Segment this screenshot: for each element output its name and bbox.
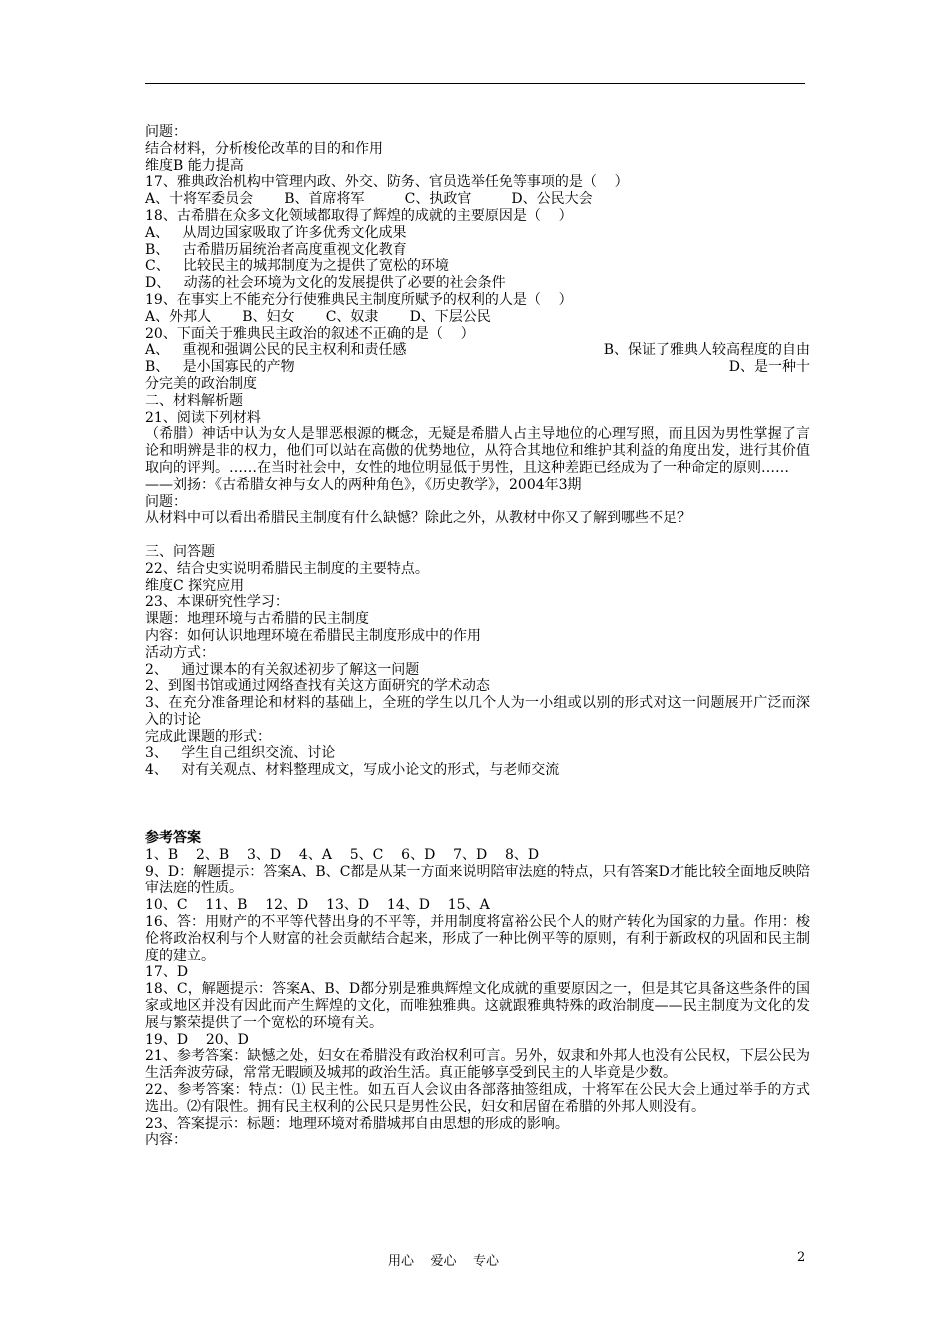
answers-19-20: 19、D 20、D — [145, 1031, 249, 1048]
question-21: 21、阅读下列材料 — [145, 409, 261, 426]
question-18-option-a: A、 从周边国家吸取了许多优秀文化成果 — [145, 224, 407, 241]
research-topic: 课题：地理环境与古希腊的民主制度 — [145, 611, 369, 628]
activity-item-1: 2、 通过课本的有关叙述初步了解这一问题 — [145, 661, 420, 678]
question-20: 20、下面关于雅典民主政治的叙述不正确的是（ ） — [145, 325, 475, 342]
answers-heading: 参考答案 — [145, 830, 201, 847]
question-20-options-row-1 — [145, 342, 810, 359]
answers-10-15: 10、C 11、B 12、D 13、D 14、D 15、A — [145, 897, 490, 914]
page-number: 2 — [797, 1250, 806, 1265]
question-18-option-d: D、 动荡的社会环境为文化的发展提供了必要的社会条件 — [145, 275, 506, 292]
research-content: 内容：如何认识地理环境在希腊民主制度形成中的作用 — [145, 627, 481, 644]
question-label-2: 问题： — [145, 493, 187, 510]
answer-16: 16、答：用财产的不平等代替出身的不平等，并用制度将富裕公民个人的财产转化为国家的力量。作用：梭伦将政治权利与个人财富的社会贡献结合起来，形成了一种比例平等的原则，有利于新政权的巩固和民主制度的建立。 — [145, 914, 810, 964]
question-23: 23、本课研究性学习： — [145, 594, 289, 611]
completion-label: 完成此课题的形式： — [145, 728, 271, 745]
answer-23: 23、答案提示：标题：地理环境对希腊城邦自由思想的形成的影响。 — [145, 1115, 569, 1132]
activity-item-2: 2、到图书馆或通过网络查找有关这方面研究的学术动态 — [145, 678, 490, 695]
question-21-text: 从材料中可以看出希腊民主制度有什么缺憾？除此之外，从教材中你又了解到哪些不足？ — [145, 510, 691, 527]
material-passage: （希腊）神话中认为女人是罪恶根源的概念，无疑是希腊人占主导地位的心理写照，而且因为男性掌握了言论和明辨是非的权力，他们可以站在高傲的优势地位，从符合其地位和维护其利益的角度出发，进行其价值取向的评判。……在当时社会中，女性的地位明显低于男性，且这种差距已经成为了一种命定的原则…… — [145, 426, 810, 476]
question-20-option-d: D、是一种十 — [728, 359, 810, 376]
question-20-option-a: A、 重视和强调公民的民主权利和责任感 — [145, 342, 407, 359]
question-18: 18、古希腊在众多文化领域都取得了辉煌的成就的主要原因是（ ） — [145, 207, 573, 224]
question-17: 17、雅典政治机构中管理内政、外交、防务、官员选举任免等事项的是（ ） — [145, 174, 629, 191]
question-19-options: A、外邦人 B、妇女 C、奴隶 D、下层公民 — [145, 308, 491, 325]
question-20-option-b: B、保证了雅典人较高程度的自由 — [603, 342, 810, 359]
section-dimension-c: 维度C 探究应用 — [145, 577, 245, 594]
answer-23-content: 内容： — [145, 1132, 187, 1149]
header-rule — [145, 83, 805, 84]
answer-22: 22、参考答案：特点：⑴ 民主性。如五百人会议由各部落抽签组成，十将军在公民大会上通过举手的方式选出。⑵有限性。拥有民主权利的公民只是男性公民，妇女和居留在希腊的外邦人则没有。 — [145, 1082, 810, 1115]
footer-motto: 用心 爱心 专心 — [388, 1254, 500, 1269]
answer-17: 17、D — [145, 964, 189, 981]
question-20-option-c: B、 是小国寡民的产物 — [145, 359, 295, 376]
question-label: 问题： — [145, 124, 187, 140]
question-19: 19、在事实上不能充分行使雅典民主制度所赋予的权利的人是（ ） — [145, 291, 573, 308]
completion-item-1: 3、 学生自己组织交流、讨论 — [145, 745, 336, 762]
question-20-option-d-cont: 分完美的政治制度 — [145, 375, 257, 392]
activity-item-3: 3、在充分准备理论和材料的基础上，全班的学生以几个人为一小组或以别的形式对这一问题展开广泛而深入的讨论 — [145, 695, 810, 728]
material-citation: ——刘扬：《古希腊女神与女人的两种角色》，《历史教学》，2004年3期 — [145, 476, 582, 493]
answers-1-8: 1、B 2、B 3、D 4、A 5、C 6、D 7、D 8、D — [145, 846, 540, 863]
answer-18: 18、C，解题提示：答案A、B、D都分别是雅典辉煌文化成就的重要原因之一，但是其它具备这些条件的国家或地区并没有因此而产生辉煌的文化，而唯独雅典。这就跟雅典特殊的政治制度——民主制度为文化的发展与繁荣提供了一个宽松的环境有关。 — [145, 981, 810, 1031]
section-material-analysis: 二、材料解析题 — [145, 392, 243, 409]
answer-9: 9、D：解题提示：答案A、B、C都是从某一方面来说明陪审法庭的特点，只有答案D才能比较全面地反映陪审法庭的性质。 — [145, 863, 810, 897]
question-text: 结合材料，分析梭伦改革的目的和作用 — [145, 140, 383, 157]
answer-21: 21、参考答案：缺憾之处，妇女在希腊没有政治权利可言。另外，奴隶和外邦人也没有公民权，下层公民为生活奔波劳碌，常常无暇顾及城邦的政治生活。真正能够享受到民主的人毕竟是少数。 — [145, 1048, 810, 1082]
activity-label: 活动方式： — [145, 644, 215, 661]
section-dimension-b: 维度B 能力提高 — [145, 157, 244, 174]
completion-item-2: 4、 对有关观点、材料整理成文，写成小论文的形式，与老师交流 — [145, 762, 560, 779]
question-17-options: A、十将军委员会 B、首席将军 C、执政官 D、公民大会 — [145, 191, 593, 208]
section-essay: 三、问答题 — [145, 543, 215, 560]
question-22: 22、结合史实说明希腊民主制度的主要特点。 — [145, 560, 429, 577]
question-20-options-row-2 — [145, 359, 810, 376]
document-body — [145, 124, 810, 1149]
question-18-option-c: C、 比较民主的城邦制度为之提供了宽松的环境 — [145, 258, 450, 275]
question-18-option-b: B、 古希腊历届统治者高度重视文化教育 — [145, 241, 407, 258]
